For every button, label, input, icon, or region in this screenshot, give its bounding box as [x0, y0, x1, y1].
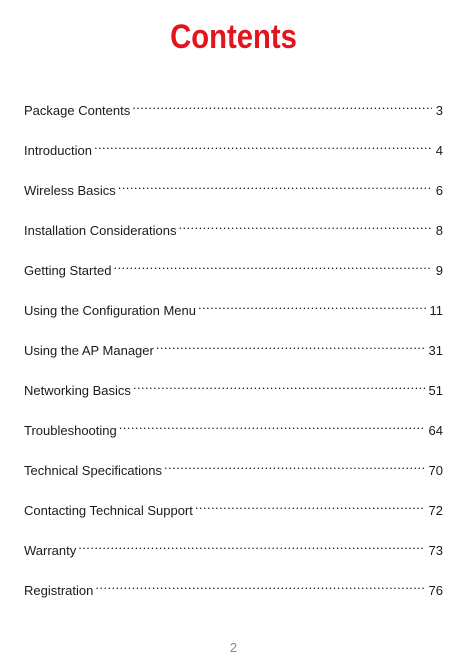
- toc-entry-page: 9: [435, 263, 443, 278]
- toc-entry-page: 76: [428, 583, 443, 598]
- dot-leader: [198, 295, 426, 315]
- dot-leader: [119, 415, 425, 435]
- toc-entry-page: 72: [428, 503, 443, 518]
- toc-entry-label: Using the Configuration Menu: [24, 303, 196, 318]
- toc-entry-label: Warranty: [24, 543, 77, 558]
- toc-entry-label: Getting Started: [24, 263, 112, 278]
- page-title: Contents: [170, 18, 297, 56]
- toc-entry-warranty[interactable]: [24, 535, 443, 575]
- dot-leader: [156, 335, 425, 355]
- toc-entry-label: Registration: [24, 583, 94, 598]
- toc-entry-package-contents[interactable]: [24, 95, 443, 135]
- toc-entry-introduction[interactable]: [24, 135, 443, 175]
- toc-entry-networking-basics[interactable]: [24, 375, 443, 415]
- toc-entry-page: 73: [428, 543, 443, 558]
- dot-leader: [118, 175, 432, 195]
- dot-leader: [78, 535, 424, 555]
- toc-entry-registration[interactable]: [24, 575, 443, 615]
- toc-entry-installation-considerations[interactable]: [24, 215, 443, 255]
- toc-entry-label: Using the AP Manager: [24, 343, 154, 358]
- toc-entry-troubleshooting[interactable]: [24, 415, 443, 455]
- toc-entry-page: 51: [428, 383, 443, 398]
- toc-entry-label: Networking Basics: [24, 383, 131, 398]
- toc-entry-label: Introduction: [24, 143, 92, 158]
- dot-leader: [195, 495, 425, 515]
- toc-entry-page: 64: [428, 423, 443, 438]
- toc-entry-technical-specifications[interactable]: [24, 455, 443, 495]
- toc-entry-page: 31: [428, 343, 443, 358]
- table-of-contents: [24, 95, 443, 615]
- dot-leader: [132, 95, 432, 115]
- toc-entry-page: 11: [429, 303, 443, 318]
- toc-entry-configuration-menu[interactable]: [24, 295, 443, 335]
- toc-entry-technical-support[interactable]: [24, 495, 443, 535]
- dot-leader: [95, 575, 424, 595]
- dot-leader: [164, 455, 425, 475]
- toc-entry-page: 6: [435, 183, 443, 198]
- toc-entry-getting-started[interactable]: [24, 255, 443, 295]
- toc-entry-wireless-basics[interactable]: [24, 175, 443, 215]
- dot-leader: [94, 135, 432, 155]
- toc-entry-label: Installation Considerations: [24, 223, 177, 238]
- toc-entry-label: Technical Specifications: [24, 463, 163, 478]
- toc-entry-label: Package Contents: [24, 103, 131, 118]
- toc-entry-page: 3: [435, 103, 443, 118]
- toc-entry-label: Troubleshooting: [24, 423, 117, 438]
- toc-entry-page: 70: [428, 463, 443, 478]
- dot-leader: [178, 215, 431, 235]
- toc-entry-page: 8: [435, 223, 443, 238]
- dot-leader: [113, 255, 431, 275]
- dot-leader: [133, 375, 425, 395]
- toc-entry-label: Contacting Technical Support: [24, 503, 193, 518]
- toc-entry-ap-manager[interactable]: [24, 335, 443, 375]
- page-number: 2: [229, 640, 238, 655]
- toc-entry-page: 4: [435, 143, 443, 158]
- toc-entry-label: Wireless Basics: [24, 183, 116, 198]
